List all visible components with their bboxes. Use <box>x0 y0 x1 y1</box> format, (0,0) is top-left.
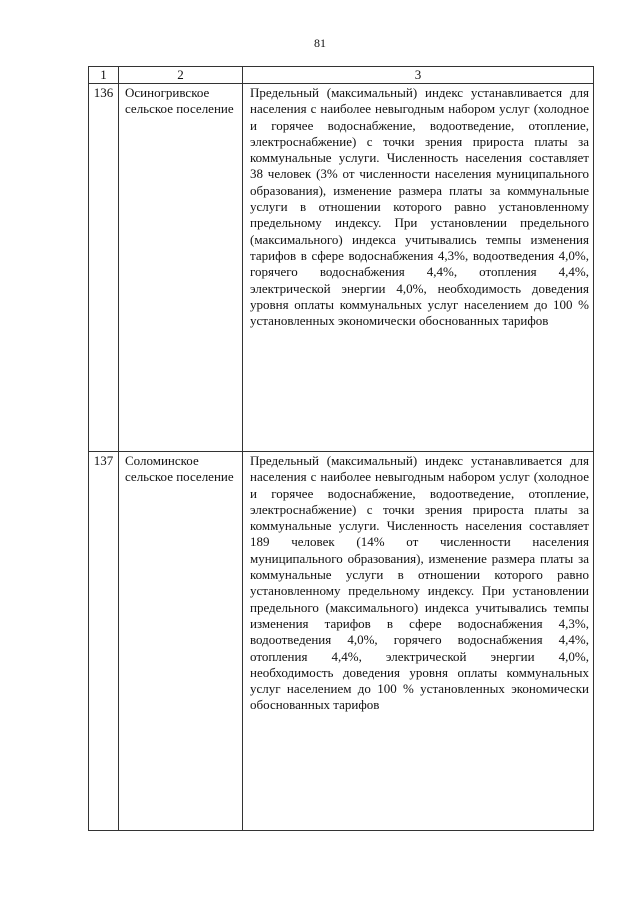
header-column-settlement: 2 <box>119 67 243 84</box>
table-row <box>89 84 594 452</box>
page-number: 81 <box>314 36 326 50</box>
tariff-index-table <box>88 66 594 831</box>
header-column-number: 1 <box>89 67 119 84</box>
settlement-name: Осиногривское сельское поселение <box>119 84 243 452</box>
index-description: Предельный (максимальный) индекс устанавливается для населения с наиболее невыгодным набором услуг (холодное и горячее водоснабжение, водоотведение, отопление, электроснабжение) с точки зрения прироста платы за коммунальные услуги. Численность населения составляет 189 человек (14% от численности населения муниципального образования), изменение размера платы за коммунальные услуги в отношении которого равно установленному предельному индексу. При установлении предельного (максимального) индекса учитывались темпы изменения тарифов в сфере водоснабжения 4,3%, водоотведения 4,0%, горячего водоснабжения 4,4%, отопления 4,4%, электрической энергии 4,0%, необходимость доведения уровня оплаты коммунальных услуг населением до 100 % установленных экономически обоснованных тарифов <box>243 452 594 831</box>
row-number: 137 <box>89 452 119 831</box>
row-number: 136 <box>89 84 119 452</box>
header-column-description: 3 <box>243 67 594 84</box>
index-description: Предельный (максимальный) индекс устанавливается для населения с наиболее невыгодным набором услуг (холодное и горячее водоснабжение, водоотведение, отопление, электроснабжение) с точки зрения прироста платы за коммунальные услуги. Численность населения составляет 38 человек (3% от численности населения муниципального образования), изменение размера платы за коммунальные услуги в отношении которого равно установленному предельному индексу. При установлении предельного (максимального) индекса учитывались темпы изменения тарифов в сфере водоснабжения 4,3%, водоотведения 4,0%, горячего водоснабжения 4,4%, отопления 4,4%, электрической энергии 4,0%, необходимость доведения уровня оплаты коммунальных услуг населением до 100 % установленных экономически обоснованных тарифов <box>243 84 594 452</box>
table-header-row <box>89 67 594 84</box>
table-row <box>89 452 594 831</box>
settlement-name: Соломинское сельское поселение <box>119 452 243 831</box>
